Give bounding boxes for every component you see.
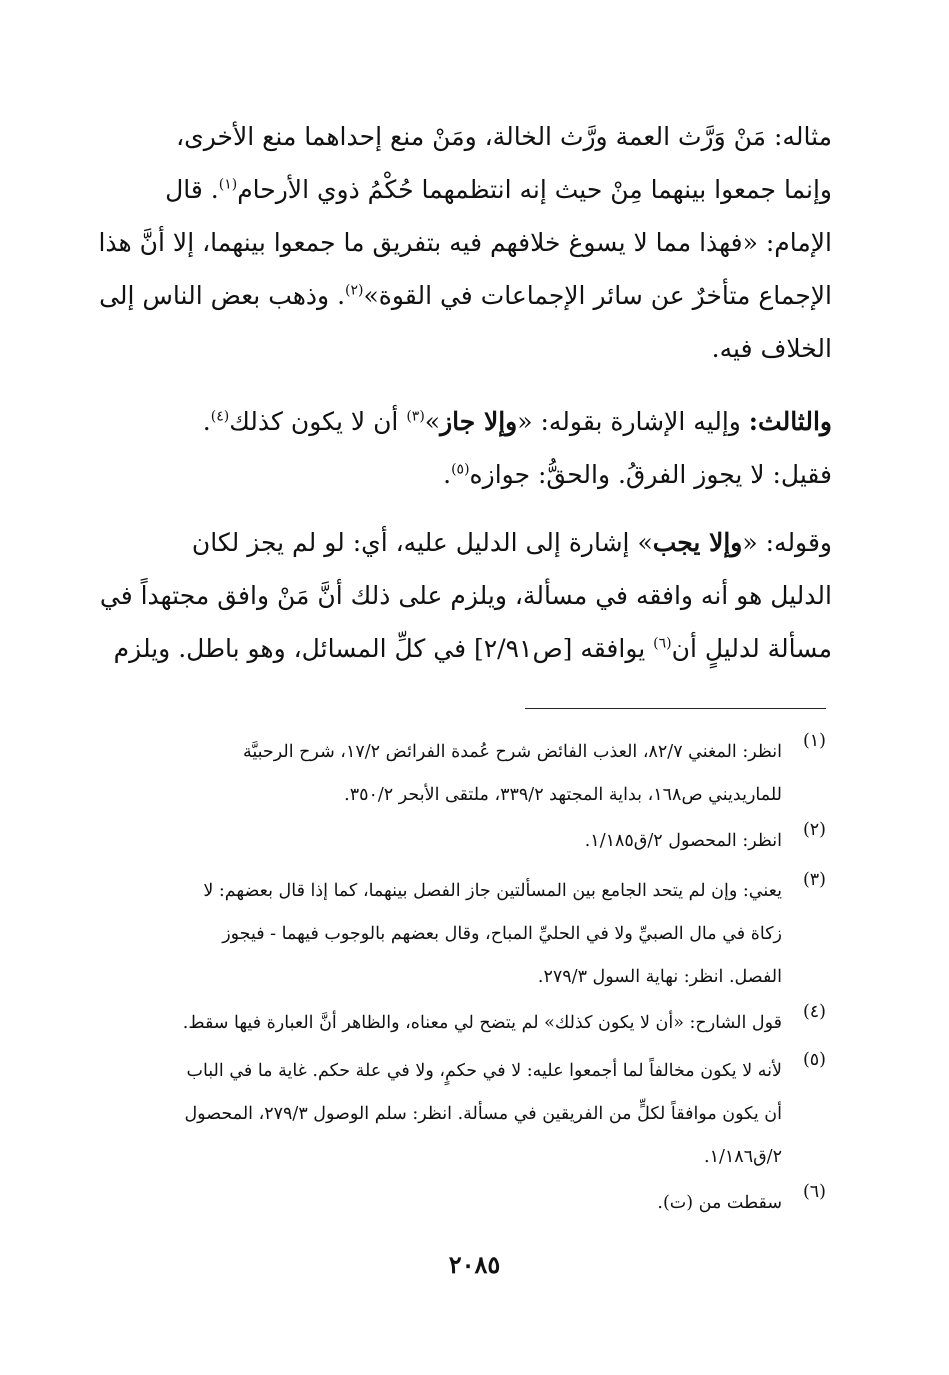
footnote-6 bbox=[136, 1182, 826, 1225]
text-line: والثالث: وإليه الإشارة بقوله: «وإلا جاز»$^{(٣)}$ أن لا يكون كذلك$^{(٤)}$. bbox=[202, 407, 832, 436]
section-heading: والثالث: bbox=[748, 407, 832, 436]
footnote-number: (١) bbox=[802, 731, 826, 751]
footnote-line: انظر: المحصول ٢/ق١/١٨٥. bbox=[584, 831, 782, 851]
footnote-line: انظر: المغني ٨٢/٧، العذب الفائض شرح عُمدة الفرائض ١٧/٢، شرح الرحبيَّة bbox=[242, 742, 782, 762]
text-line: الإجماع متأخرٌ عن سائر الإجماعات في القوة»$^{(٢)}$. وذهب بعض الناس إلى bbox=[99, 281, 832, 310]
footnote-number: (٢) bbox=[802, 820, 826, 840]
footnote-line: قول الشارح: «أن لا يكون كذلك» لم يتضح لي معناه، والظاهر أنَّ العبارة فيها سقط. bbox=[182, 1013, 782, 1033]
text-line: وقوله: «وإلا يجب» إشارة إلى الدليل عليه، أي: لو لم يجز لكان bbox=[191, 528, 832, 557]
paragraph-3 bbox=[99, 516, 832, 675]
footnote-ref: (٤) bbox=[210, 408, 230, 425]
footnote-ref: (٦) bbox=[653, 635, 672, 652]
footnote-line: زكاة في مال الصبيِّ ولا في الحليِّ المباح، وقال بعضهم بالوجوب فيهما - فيجوز bbox=[222, 924, 782, 944]
footnote-ref: (١) bbox=[218, 176, 238, 193]
footnote-5 bbox=[136, 1050, 826, 1179]
footnote-number: (٥) bbox=[802, 1050, 826, 1070]
text-line: وإنما جمعوا بينهما مِنْ حيث إنه انتظمهما حُكْمُ ذوي الأرحام$^{(١)}$. قال bbox=[165, 175, 832, 204]
text-line: فقيل: لا يجوز الفرقُ. والحقُّ: جوازه$^{(٥)}$. bbox=[443, 460, 832, 489]
footnote-4 bbox=[136, 1002, 826, 1045]
footnote-number: (٤) bbox=[802, 1002, 826, 1022]
footnote-line: للماريديني ص١٦٨، بداية المجتهد ٣٣٩/٢، ملتقى الأبحر ٣٥٠/٢. bbox=[344, 785, 782, 805]
footnote-number: (٦) bbox=[802, 1182, 826, 1202]
page-number: ٢٠٨٥ bbox=[448, 1250, 501, 1279]
footnote-ref: (٣) bbox=[406, 408, 425, 425]
footnote-3 bbox=[136, 870, 826, 999]
footnote-line: ٢/ق١/١٨٦. bbox=[704, 1147, 782, 1167]
footnote-2 bbox=[136, 820, 826, 863]
footnote-ref: (٥) bbox=[451, 461, 470, 478]
footnote-1 bbox=[136, 731, 826, 817]
footnote-separator bbox=[525, 708, 826, 709]
paragraph-1 bbox=[98, 110, 832, 375]
paragraph-2 bbox=[135, 395, 832, 501]
footnote-ref: (٢) bbox=[345, 282, 364, 299]
footnote-line: الفصل. انظر: نهاية السول ٢٧٩/٣. bbox=[537, 967, 782, 987]
text-line: الخلاف فيه. bbox=[711, 334, 832, 363]
text-line: الدليل هو أنه وافقه في مسألة، ويلزم على ذلك أنَّ مَنْ وافق مجتهداً في bbox=[99, 581, 832, 610]
footnote-line: سقطت من (ت). bbox=[657, 1193, 782, 1213]
text-line: مسألة لدليلٍ أن$^{(٦)}$ يوافقه [ص٢/٩١] في كلِّ المسائل، وهو باطل. ويلزم bbox=[113, 634, 832, 663]
footnote-line: لأنه لا يكون مخالفاً لما أجمعوا عليه: لا في حكمٍ، ولا في علة حكم. غاية ما في الباب bbox=[186, 1061, 782, 1081]
text-line: مثاله: مَنْ وَرَّث العمة ورَّث الخالة، ومَنْ منع إحداهما منع الأخرى، bbox=[176, 122, 832, 151]
footnote-line: أن يكون موافقاً لكلٍّ من الفريقين في مسألة. انظر: سلم الوصول ٢٧٩/٣، المحصول bbox=[184, 1104, 782, 1124]
footnote-line: يعني: وإن لم يتحد الجامع بين المسألتين جاز الفصل بينهما، كما إذا قال بعضهم: لا bbox=[203, 881, 782, 901]
text-line: الإمام: «فهذا مما لا يسوغ خلافهم فيه بتفريق ما جمعوا بينهما، إلا أنَّ هذا bbox=[98, 228, 832, 257]
footnote-number: (٣) bbox=[802, 870, 826, 890]
